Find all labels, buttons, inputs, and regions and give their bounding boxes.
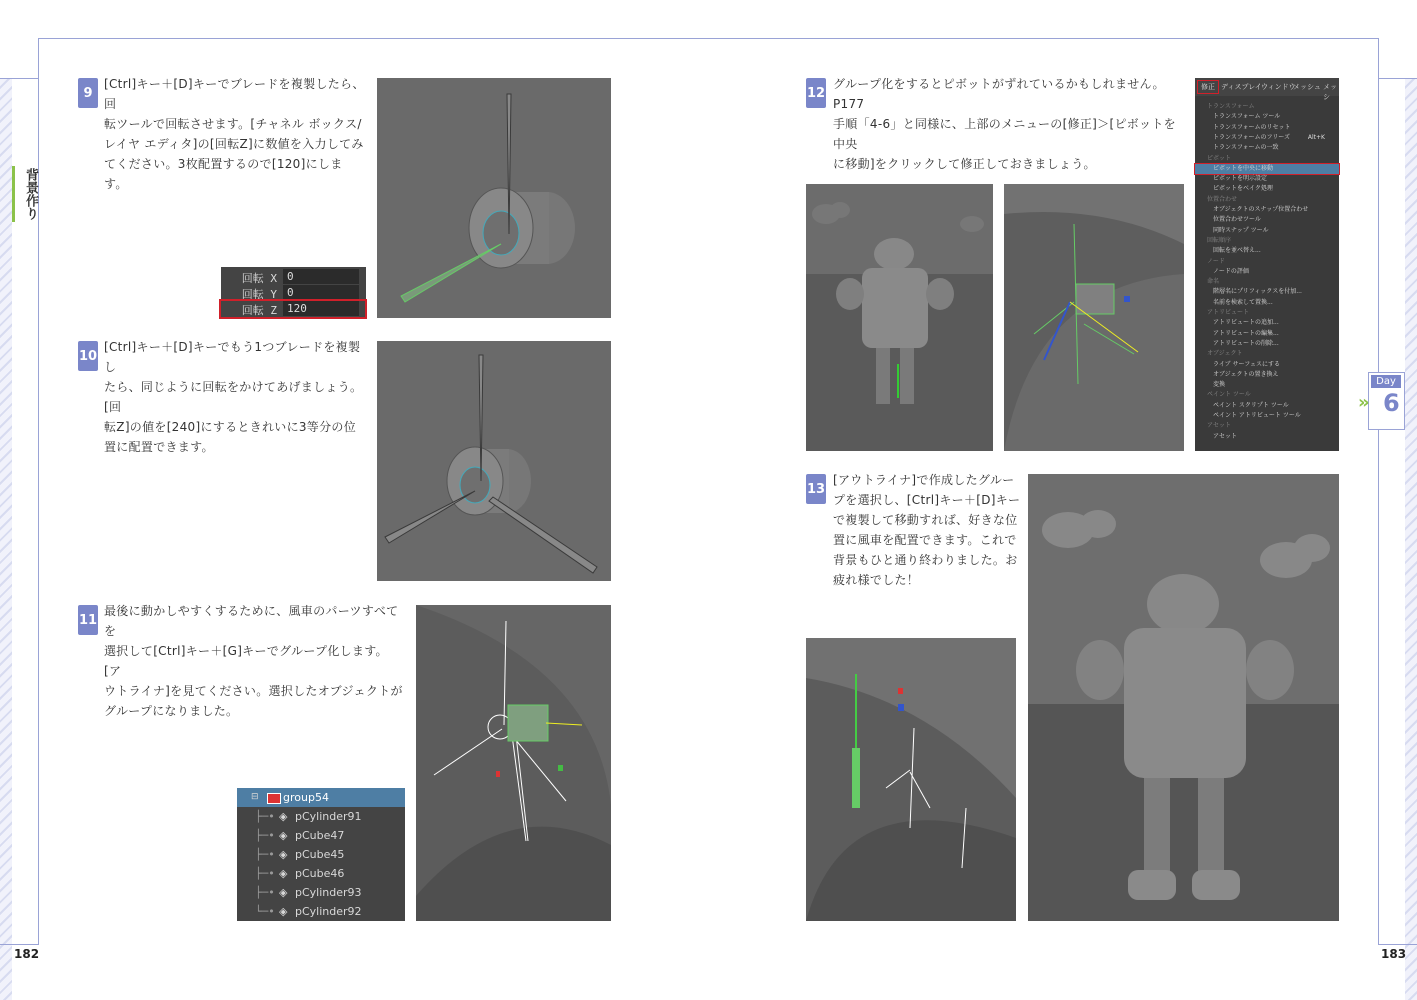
expand-icon[interactable]: ⊟	[251, 792, 259, 802]
step-line: プを選択し、[Ctrl]キー＋[D]キー	[833, 493, 1021, 507]
viewport-windmill-three-blades	[377, 341, 611, 581]
outliner-item-label: group54	[283, 791, 329, 804]
step-line: 選択して[Ctrl]キー＋[G]キーでグループ化します。[ア	[104, 644, 388, 678]
step-line: グループになりました。	[104, 704, 239, 718]
group-icon	[267, 793, 281, 804]
channel-label: 回転 Z	[241, 304, 277, 317]
menu-section-header	[1195, 308, 1339, 318]
menu-item[interactable]	[1195, 133, 1339, 143]
menu-item-label: トランスフォームの一致	[1213, 144, 1279, 152]
menu-section-header	[1195, 421, 1339, 431]
viewport-final-scene	[1028, 474, 1339, 921]
frame-left-tick	[0, 78, 38, 79]
step-line: 転ツールで回転させます。[チャネル ボックス/	[104, 117, 362, 131]
viewport-windmill-pivot	[1004, 184, 1184, 451]
menu-item-label: 回転順序	[1207, 236, 1232, 244]
section-title: 背景作り	[23, 168, 38, 220]
tree-branch: ├─•	[255, 829, 275, 842]
channel-label: 回転 Y	[241, 288, 277, 301]
step-text	[104, 74, 366, 194]
menu-item-label: 変換	[1213, 381, 1226, 389]
menu-item-label: 命名	[1207, 278, 1220, 286]
frame-left-line	[38, 38, 39, 945]
left-margin-hatch	[0, 78, 12, 1000]
menu-item-label: ピボットを明示設定	[1213, 175, 1268, 183]
frame-right-tick	[1378, 78, 1417, 79]
menu-section-header	[1195, 277, 1339, 287]
viewport-windmill-two-blades	[377, 78, 611, 318]
menu-item[interactable]	[1195, 370, 1339, 380]
menu-item[interactable]	[1195, 411, 1339, 421]
channel-value-field[interactable]: 0	[283, 269, 359, 284]
day-label: Day	[1371, 375, 1401, 388]
menu-item-label: ペイント ツール	[1207, 391, 1251, 399]
step-line: 背景もひと通り終わりました。お	[833, 553, 1018, 567]
menu-item[interactable]	[1195, 112, 1339, 122]
frame-top-line	[38, 38, 1378, 39]
step-number: 9	[78, 78, 98, 108]
menu-item[interactable]	[1195, 380, 1339, 390]
step-line: [Ctrl]キー＋[D]キーでブレードを複製したら、回	[104, 77, 365, 111]
menu-item-label: アトリビュートの追加...	[1213, 319, 1279, 327]
menu-item[interactable]	[1195, 184, 1339, 194]
outliner-item-label: pCube46	[295, 867, 345, 880]
channel-label: 回転 X	[241, 272, 277, 285]
step-line: 手順「4-6」と同様に、上部のメニューの[修正]＞[ピボットを中央	[833, 117, 1176, 151]
step-line: ウトライナ]を見てください。選択したオブジェクトが	[104, 684, 403, 698]
modify-menu-panel	[1195, 78, 1339, 451]
step-line: で複製して移動すれば、好きな位	[833, 513, 1018, 527]
menu-item-label: ノード	[1207, 257, 1225, 265]
menu-item-label: ライブ サーフェスにする	[1213, 360, 1280, 368]
menu-item[interactable]	[1195, 246, 1339, 256]
transform-icon: ◈	[279, 829, 288, 842]
outliner-item[interactable]	[237, 807, 405, 826]
channel-row	[221, 285, 365, 301]
step-text	[104, 601, 404, 721]
step-line: 疲れ様でした！	[833, 573, 920, 587]
section-accent-bar	[12, 166, 15, 222]
menu-item-label: 位置合わせツール	[1213, 216, 1261, 224]
step-text	[104, 337, 366, 457]
menu-section-header	[1195, 349, 1339, 359]
frame-bottom-right	[1378, 944, 1417, 945]
menu-item-label: ピボットを中央に移動	[1213, 164, 1274, 172]
menu-item-label: アセット	[1213, 432, 1237, 440]
menu-item[interactable]	[1195, 267, 1339, 277]
menu-item-label: オブジェクトのスナップ位置合わせ	[1213, 206, 1309, 213]
frame-right-line	[1378, 38, 1379, 945]
menu-item-label: アトリビュート	[1207, 309, 1250, 316]
outliner-item[interactable]	[237, 902, 405, 921]
menu-item-label: 回転を並べ替え...	[1213, 247, 1261, 255]
transform-icon: ◈	[279, 848, 288, 861]
menu-section-header	[1195, 102, 1339, 112]
transform-icon: ◈	[279, 810, 288, 823]
menu-item-label: ノードの評価	[1213, 267, 1249, 275]
menu-item-label: ピボット	[1207, 154, 1232, 162]
transform-icon: ◈	[279, 886, 288, 899]
channel-row-highlighted	[221, 301, 365, 317]
menu-item[interactable]	[1195, 287, 1339, 297]
step-line: 置に風車を配置できます。これで	[833, 533, 1017, 547]
menu-section-header	[1195, 257, 1339, 267]
menu-item[interactable]	[1195, 360, 1339, 370]
step-text	[833, 74, 1188, 174]
menu-item[interactable]	[1195, 143, 1339, 153]
menu-item-label: ペイント アトリビュート ツール	[1213, 412, 1301, 419]
menu-section-header	[1195, 236, 1339, 246]
page-number-left: 182	[14, 947, 40, 961]
outliner-item-label: pCube47	[295, 829, 345, 842]
menu-section-header	[1195, 195, 1339, 205]
menu-item-label: アトリビュートの編集...	[1213, 329, 1279, 337]
menu-window[interactable]: ウィンドウ	[1261, 83, 1296, 91]
step-line: 最後に動かしやすくするために、風車のパーツすべてを	[104, 604, 399, 638]
menu-item[interactable]	[1195, 215, 1339, 225]
outliner-item[interactable]	[237, 826, 405, 845]
channel-value-field[interactable]: 120	[283, 301, 359, 316]
transform-icon: ◈	[279, 905, 288, 918]
menu-item[interactable]	[1195, 432, 1339, 442]
step-text	[833, 470, 1023, 590]
menu-item-label: ペイント スクリプト ツール	[1213, 401, 1289, 409]
step-line: 転Z]の値を[240]にするときれいに3等分の位	[104, 420, 357, 434]
page-number-right: 183	[1381, 947, 1407, 961]
viewport-windmill-duplicates	[806, 638, 1016, 921]
outliner-item-label: pCube45	[295, 848, 345, 861]
channel-box	[221, 267, 366, 318]
menu-item[interactable]	[1195, 123, 1339, 133]
right-margin-hatch	[1405, 78, 1417, 1000]
menu-section-header	[1195, 390, 1339, 400]
tree-branch: └─•	[255, 905, 275, 918]
menu-modify[interactable]: 修正	[1197, 80, 1219, 94]
day-number: 6	[1383, 389, 1400, 417]
outliner-item[interactable]	[237, 845, 405, 864]
menu-shortcut: Alt+K	[1307, 133, 1325, 141]
menu-item-label: アトリビュートの削除...	[1213, 339, 1279, 347]
step-number: 11	[78, 605, 98, 635]
step-line: グループ化をするとピボットがずれているかもしれません。P177	[833, 77, 1165, 111]
channel-row	[221, 269, 365, 285]
outliner-item-label: pCylinder93	[295, 886, 362, 899]
menu-item-label: トランスフォームのリセット	[1213, 123, 1291, 131]
menu-mesh[interactable]: メッシュ	[1293, 83, 1321, 91]
transform-icon: ◈	[279, 867, 288, 880]
outliner-panel	[237, 788, 405, 921]
viewport-robot-scene	[806, 184, 993, 451]
tree-branch: ├─•	[255, 848, 275, 861]
step-line: てください。3枚配置するので[120]にします。	[104, 157, 343, 191]
menu-item-label: アセット	[1207, 422, 1231, 430]
menu-item-center-pivot[interactable]	[1195, 164, 1339, 174]
day-badge	[1368, 372, 1405, 430]
menu-item-label: トランスフォーム	[1207, 103, 1255, 110]
tree-branch: ├─•	[255, 810, 275, 823]
frame-bottom-left	[0, 944, 39, 945]
step-number: 13	[806, 474, 826, 504]
menu-item[interactable]	[1195, 205, 1339, 215]
menu-mesh-2[interactable]: メッシ	[1323, 83, 1337, 101]
step-line: [アウトライナ]で作成したグルー	[833, 473, 1015, 487]
menu-item[interactable]	[1195, 401, 1339, 411]
tree-branch: ├─•	[255, 867, 275, 880]
outliner-group-row[interactable]	[237, 788, 405, 807]
menu-item-label: オブジェクトの置き換え	[1213, 370, 1279, 378]
menu-item-label: 同時スナップ ツール	[1213, 226, 1269, 234]
menu-item[interactable]	[1195, 226, 1339, 236]
day-arrow: »	[1358, 392, 1370, 413]
tree-branch: ├─•	[255, 886, 275, 899]
menu-item[interactable]	[1195, 174, 1339, 184]
outliner-item-label: pCylinder92	[295, 905, 362, 918]
outliner-item[interactable]	[237, 883, 405, 902]
viewport-windmill-grouped	[416, 605, 611, 921]
step-number: 12	[806, 78, 826, 108]
step-line: レイヤ エディタ]の[回転Z]に数値を入力してみ	[104, 137, 364, 151]
outliner-item[interactable]	[237, 864, 405, 883]
menu-display[interactable]: ディスプレイ	[1221, 83, 1262, 91]
menu-item-label: トランスフォームのフリーズ	[1213, 133, 1290, 141]
menu-item-label: 位置合わせ	[1207, 195, 1238, 203]
menu-item-label: ピボットをベイク処理	[1213, 185, 1273, 193]
channel-value-field[interactable]: 0	[283, 285, 359, 300]
outliner-item-label: pCylinder91	[295, 810, 362, 823]
step-line: [Ctrl]キー＋[D]キーでもう1つブレードを複製し	[104, 340, 361, 374]
menu-item-label: 名前を検索して置換...	[1213, 298, 1273, 306]
step-line: たら、同じように回転をかけてあげましょう。[回	[104, 380, 363, 414]
menu-item[interactable]	[1195, 339, 1339, 349]
step-number: 10	[78, 341, 98, 371]
menu-item[interactable]	[1195, 298, 1339, 308]
menu-item-label: 階層名にプリフィックスを付加...	[1213, 288, 1302, 296]
menubar	[1195, 78, 1339, 101]
menu-item[interactable]	[1195, 329, 1339, 339]
step-line: に移動]をクリックして修正しておきましょう。	[833, 157, 1096, 171]
menu-item-label: オブジェクト	[1207, 350, 1243, 358]
menu-item-label: トランスフォーム ツール	[1213, 113, 1281, 121]
menu-section-header	[1195, 154, 1339, 164]
menu-item[interactable]	[1195, 318, 1339, 328]
step-line: 置に配置できます。	[104, 440, 214, 454]
